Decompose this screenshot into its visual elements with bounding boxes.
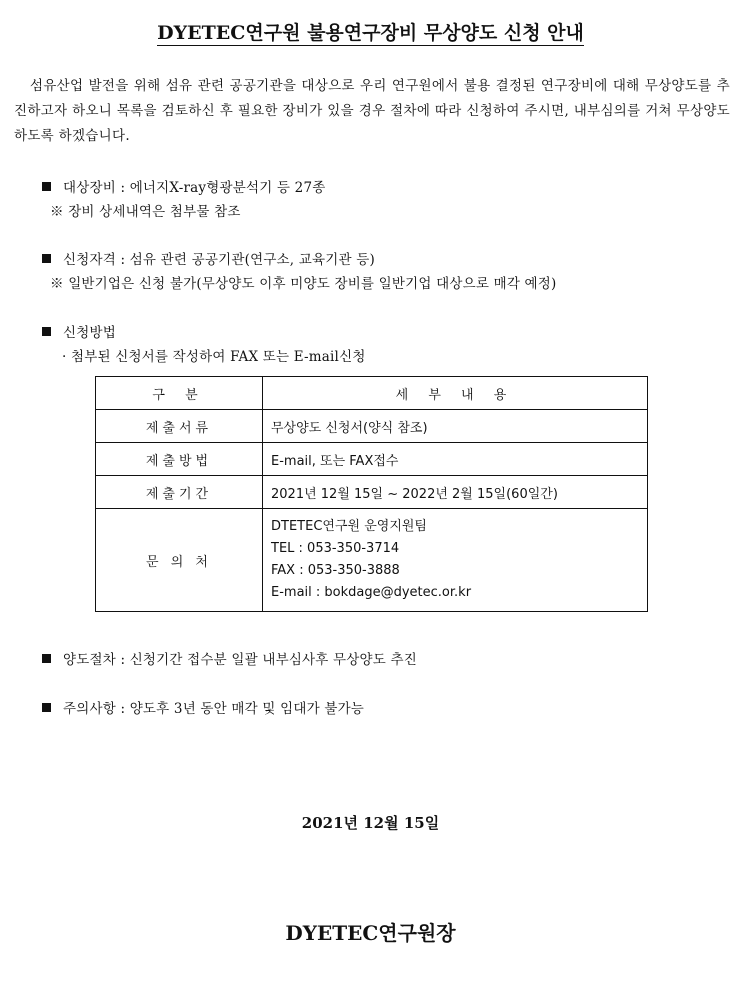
section-procedure: 양도절차 : 신청기간 접수분 일괄 내부심사후 무상양도 추진 [42,648,417,668]
table-row [96,476,648,509]
table-row [96,443,648,476]
contact-email: E-mail : bokdage@dyetec.or.kr [271,585,472,600]
square-bullet-icon [42,703,51,712]
page-title: DYETEC연구원 불용연구장비 무상양도 신청 안내 [157,22,584,44]
application-info-table [95,376,648,612]
intro-paragraph: 섬유산업 발전을 위해 섬유 관련 공공기관을 대상으로 우리 연구원에서 불용 결정된 연구장비에 대해 무상양도를 추진하고자 하오니 목록을 검토하신 후 필요한 장비가 있을 경우 절차에 따라 신청하여 주시면, 내부심의를 거쳐 무상양도 하도록 하겠습니다. [14,78,730,144]
square-bullet-icon [42,327,51,336]
row-label: 제출서류 [96,410,263,443]
table-row-contact [96,509,648,612]
section-eligibility-note: ※ 일반기업은 신청 불가(무상양도 이후 미양도 장비를 일반기업 대상으로 매각 예정) [50,276,557,292]
contact-tel: TEL : 053-350-3714 [271,541,400,556]
section-caution: 주의사항 : 양도후 3년 동안 매각 및 임대가 불가능 [42,697,364,717]
row-label: 제출방법 [96,443,263,476]
section-target: 대상장비 : 에너지X-ray형광분석기 등 27종 [42,176,326,196]
table-row [96,410,648,443]
table-header-detail: 세 부 내 용 [263,377,648,410]
square-bullet-icon [42,182,51,191]
table-header-category: 구 분 [96,377,263,410]
row-value: E-mail, 또는 FAX접수 [263,443,648,476]
contact-department: DTETEC연구원 운영지원팀 [271,519,427,534]
row-value: 2021년 12월 15일 ~ 2022년 2월 15일(60일간) [263,476,648,509]
section-target-note: ※ 장비 상세내역은 첨부물 참조 [50,204,241,220]
contact-fax: FAX : 053-350-3888 [271,563,400,578]
document-date: 2021년 12월 15일 [301,814,440,832]
section-eligibility: 신청자격 : 섬유 관련 공공기관(연구소, 교육기관 등) [42,248,375,268]
square-bullet-icon [42,254,51,263]
signature: DYETEC연구원장 [285,921,456,945]
contact-details [263,509,648,612]
row-label: 문 의 처 [96,509,263,612]
row-value: 무상양도 신청서(양식 참조) [263,410,648,443]
square-bullet-icon [42,654,51,663]
row-label: 제출기간 [96,476,263,509]
section-method-note: · 첨부된 신청서를 작성하여 FAX 또는 E-mail신청 [62,349,366,365]
section-method: 신청방법 [42,321,116,341]
